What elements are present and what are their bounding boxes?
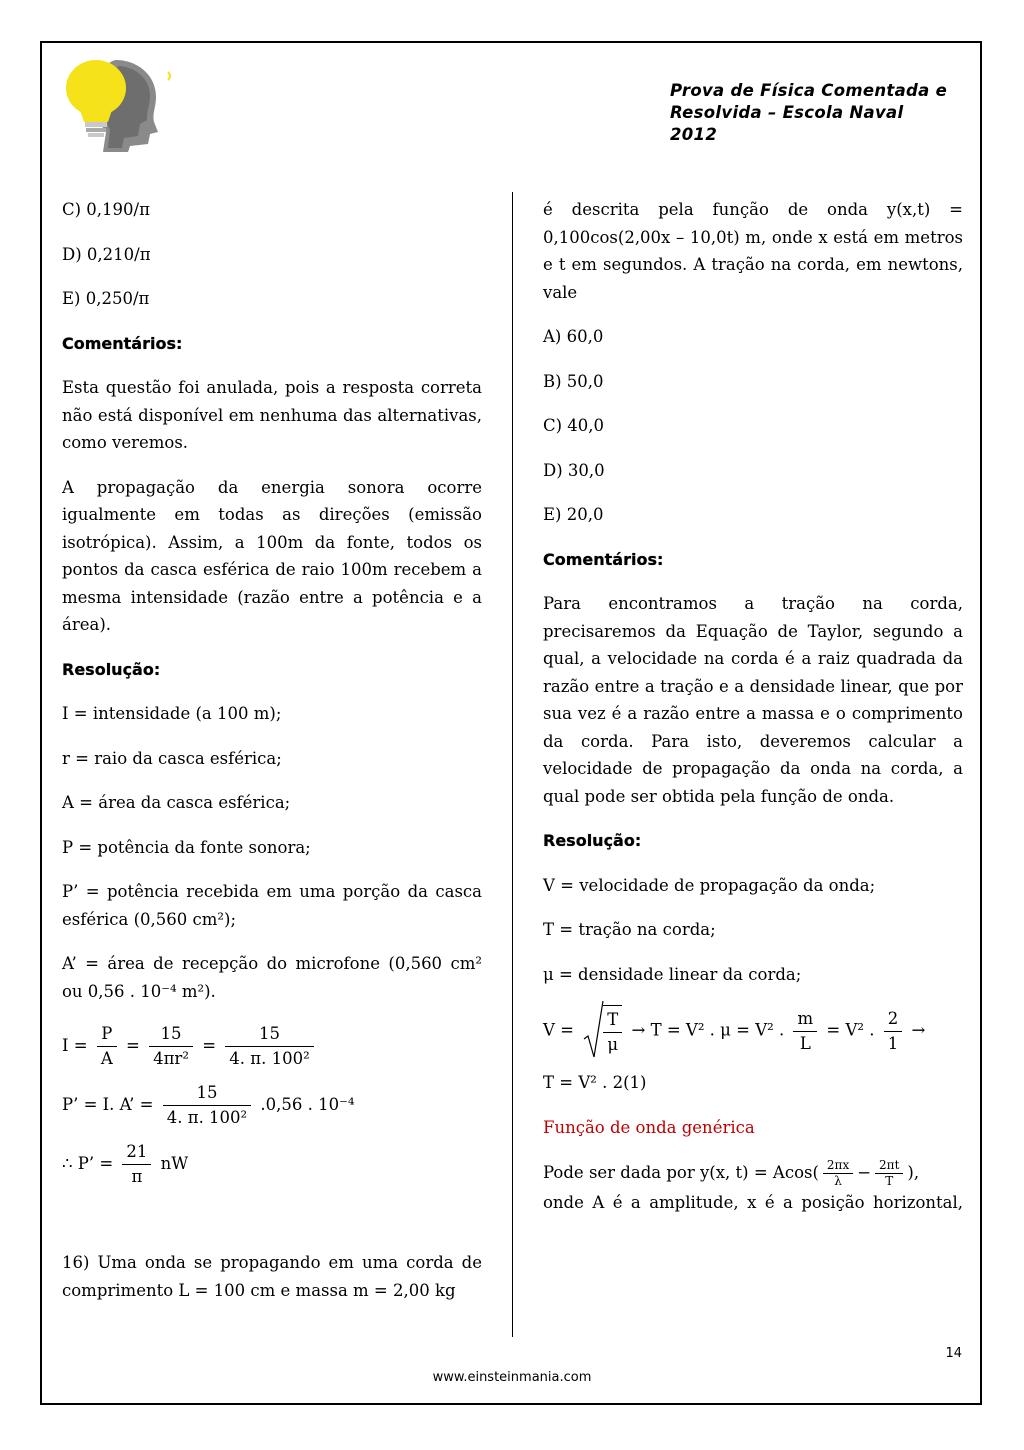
definition-r: r = raio da casca esférica; — [62, 748, 282, 768]
numerator: P — [101, 1024, 113, 1043]
option-d: D) 0,210/π — [62, 244, 151, 264]
numerator: 2 — [887, 1008, 899, 1028]
square-root — [583, 1005, 622, 1057]
comentarios-heading: Comentários: — [62, 333, 183, 353]
numerator: 15 — [259, 1024, 280, 1043]
denominator: 1 — [884, 1031, 903, 1056]
equation-power — [62, 1081, 482, 1130]
question-16: 16) Uma onda se propagando em uma corda de comprimento L = 100 cm e massa m = 2,00 kg — [62, 1253, 482, 1300]
option-e: E) 0,250/π — [62, 289, 150, 308]
numerator: T — [607, 1010, 619, 1029]
red-heading: Função de onda genérica — [543, 1117, 755, 1137]
fraction — [97, 1022, 117, 1071]
definition-p: P = potência da fonte sonora; — [62, 837, 311, 857]
comentario-paragraph: A propagação da energia sonora ocorre igualmente em todas as direções (emissão isotrópica). Assim, a 100m da fonte, todos os pontos da casca esférica de raio 100m recebem a mesma intensidade (razão entre a potência e a área). — [62, 477, 482, 634]
definition-t: T = tração na corda; — [543, 920, 716, 939]
denominator: T — [875, 1173, 903, 1189]
fraction — [122, 1140, 151, 1189]
eq-sign: = — [126, 1036, 140, 1055]
eq-mid: → T = V² . μ = V² . — [631, 1020, 785, 1040]
eq-sign: = — [202, 1036, 217, 1055]
generic-pre: Pode ser dada por y(x, t) = Acos( — [543, 1163, 819, 1182]
option-b: B) 50,0 — [543, 371, 604, 391]
option-c: C) 40,0 — [543, 416, 605, 435]
generic-post: ), — [907, 1163, 920, 1182]
header-title-line: 2012 — [670, 125, 718, 144]
equation-tension: T = V² . 2(1) — [543, 1073, 647, 1092]
header-title-line: Resolvida – Escola Naval — [670, 103, 904, 122]
option-a: A) 60,0 — [543, 327, 604, 346]
right-column — [543, 196, 963, 1234]
option-e: E) 20,0 — [543, 505, 604, 524]
generic-continuation: onde A é a amplitude, x é a posição horizontal, — [543, 1193, 963, 1212]
numerator: 15 — [196, 1083, 218, 1102]
footer-url[interactable]: www.einsteinmania.com — [432, 1370, 592, 1385]
denominator: 4πr² — [149, 1046, 193, 1071]
fraction — [225, 1022, 313, 1071]
generic-minus: − — [857, 1163, 872, 1182]
lightbulb-head-logo — [58, 52, 178, 152]
denominator: L — [793, 1031, 817, 1056]
eq-rest: .0,56 . 10⁻⁴ — [260, 1095, 355, 1114]
fraction — [149, 1022, 193, 1071]
eq-lhs: P’ = I. A’ = — [62, 1095, 154, 1114]
numerator: 2πt — [879, 1158, 900, 1172]
denominator: A — [97, 1046, 117, 1071]
comentarios-heading: Comentários: — [543, 549, 664, 569]
fraction — [823, 1158, 853, 1189]
header-title — [670, 80, 970, 146]
fraction — [884, 1007, 903, 1056]
definition-i: I = intensidade (a 100 m); — [62, 704, 282, 723]
denominator: 4. π. 100² — [225, 1046, 313, 1071]
eq-arrow: → — [911, 1020, 926, 1040]
denominator: 4. π. 100² — [163, 1105, 251, 1130]
fraction — [875, 1158, 903, 1189]
numerator: 21 — [126, 1142, 148, 1161]
denominator: λ — [823, 1173, 853, 1189]
resolucao-heading: Resolução: — [62, 659, 161, 679]
eq-unit: nW — [160, 1154, 189, 1173]
equation-taylor — [543, 1005, 963, 1057]
left-column — [62, 196, 482, 1321]
comentario-paragraph: Esta questão foi anulada, pois a resposta correta não está disponível em nenhuma das alternativas, como veremos. — [62, 378, 482, 452]
radical-sign-icon — [583, 999, 605, 1061]
resolucao-heading: Resolução: — [543, 831, 642, 850]
eq-mid: = V² . — [826, 1020, 875, 1040]
eq-lhs: I = — [62, 1036, 88, 1055]
equation-result — [62, 1140, 482, 1189]
fraction — [603, 1005, 622, 1057]
question-16-continuation: é descrita pela função de onda y(x,t) = 0,100cos(2,00x – 10,0t) m, onde x está em metros e t em segundos. A tração na corda, em newtons, vale — [543, 200, 963, 302]
numerator: 2πx — [826, 1158, 850, 1172]
comentario-paragraph: Para encontramos a tração na corda, precisaremos da Equação de Taylor, segundo a qual, a velocidade na corda é a raiz quadrada da razão entre a tração e a densidade linear, que por sua vez é a razão entre a massa e o comprimento da corda. Para isto, deveremos calcular a velocidade de propagação da onda na corda, a qual pode ser obtida pela função de onda. — [543, 594, 963, 806]
denominator: π — [122, 1164, 151, 1189]
denominator: μ — [603, 1032, 622, 1057]
equation-intensity — [62, 1022, 482, 1071]
page-number: 14 — [945, 1346, 962, 1361]
generic-wave-function — [543, 1158, 963, 1189]
numerator: m — [797, 1008, 814, 1028]
option-c: C) 0,190/π — [62, 200, 150, 219]
fraction — [163, 1081, 251, 1130]
definition-p-prime: P’ = potência recebida em uma porção da casca esférica (0,560 cm²); — [62, 882, 482, 929]
eq-lhs: V = — [543, 1020, 574, 1040]
column-divider — [512, 192, 513, 1337]
definition-v: V = velocidade de propagação da onda; — [543, 875, 876, 895]
eq-lhs: ∴ P’ = — [62, 1154, 114, 1173]
definition-a-prime: A’ = área de recepção do microfone (0,560 cm² ou 0,56 . 10⁻⁴ m²). — [62, 954, 482, 1001]
definition-a: A = área da casca esférica; — [62, 793, 291, 812]
numerator: 15 — [160, 1024, 182, 1043]
header-title-line: Prova de Física Comentada e — [670, 81, 948, 100]
option-d: D) 30,0 — [543, 460, 605, 480]
fraction — [793, 1007, 817, 1056]
definition-mu: μ = densidade linear da corda; — [543, 964, 802, 984]
